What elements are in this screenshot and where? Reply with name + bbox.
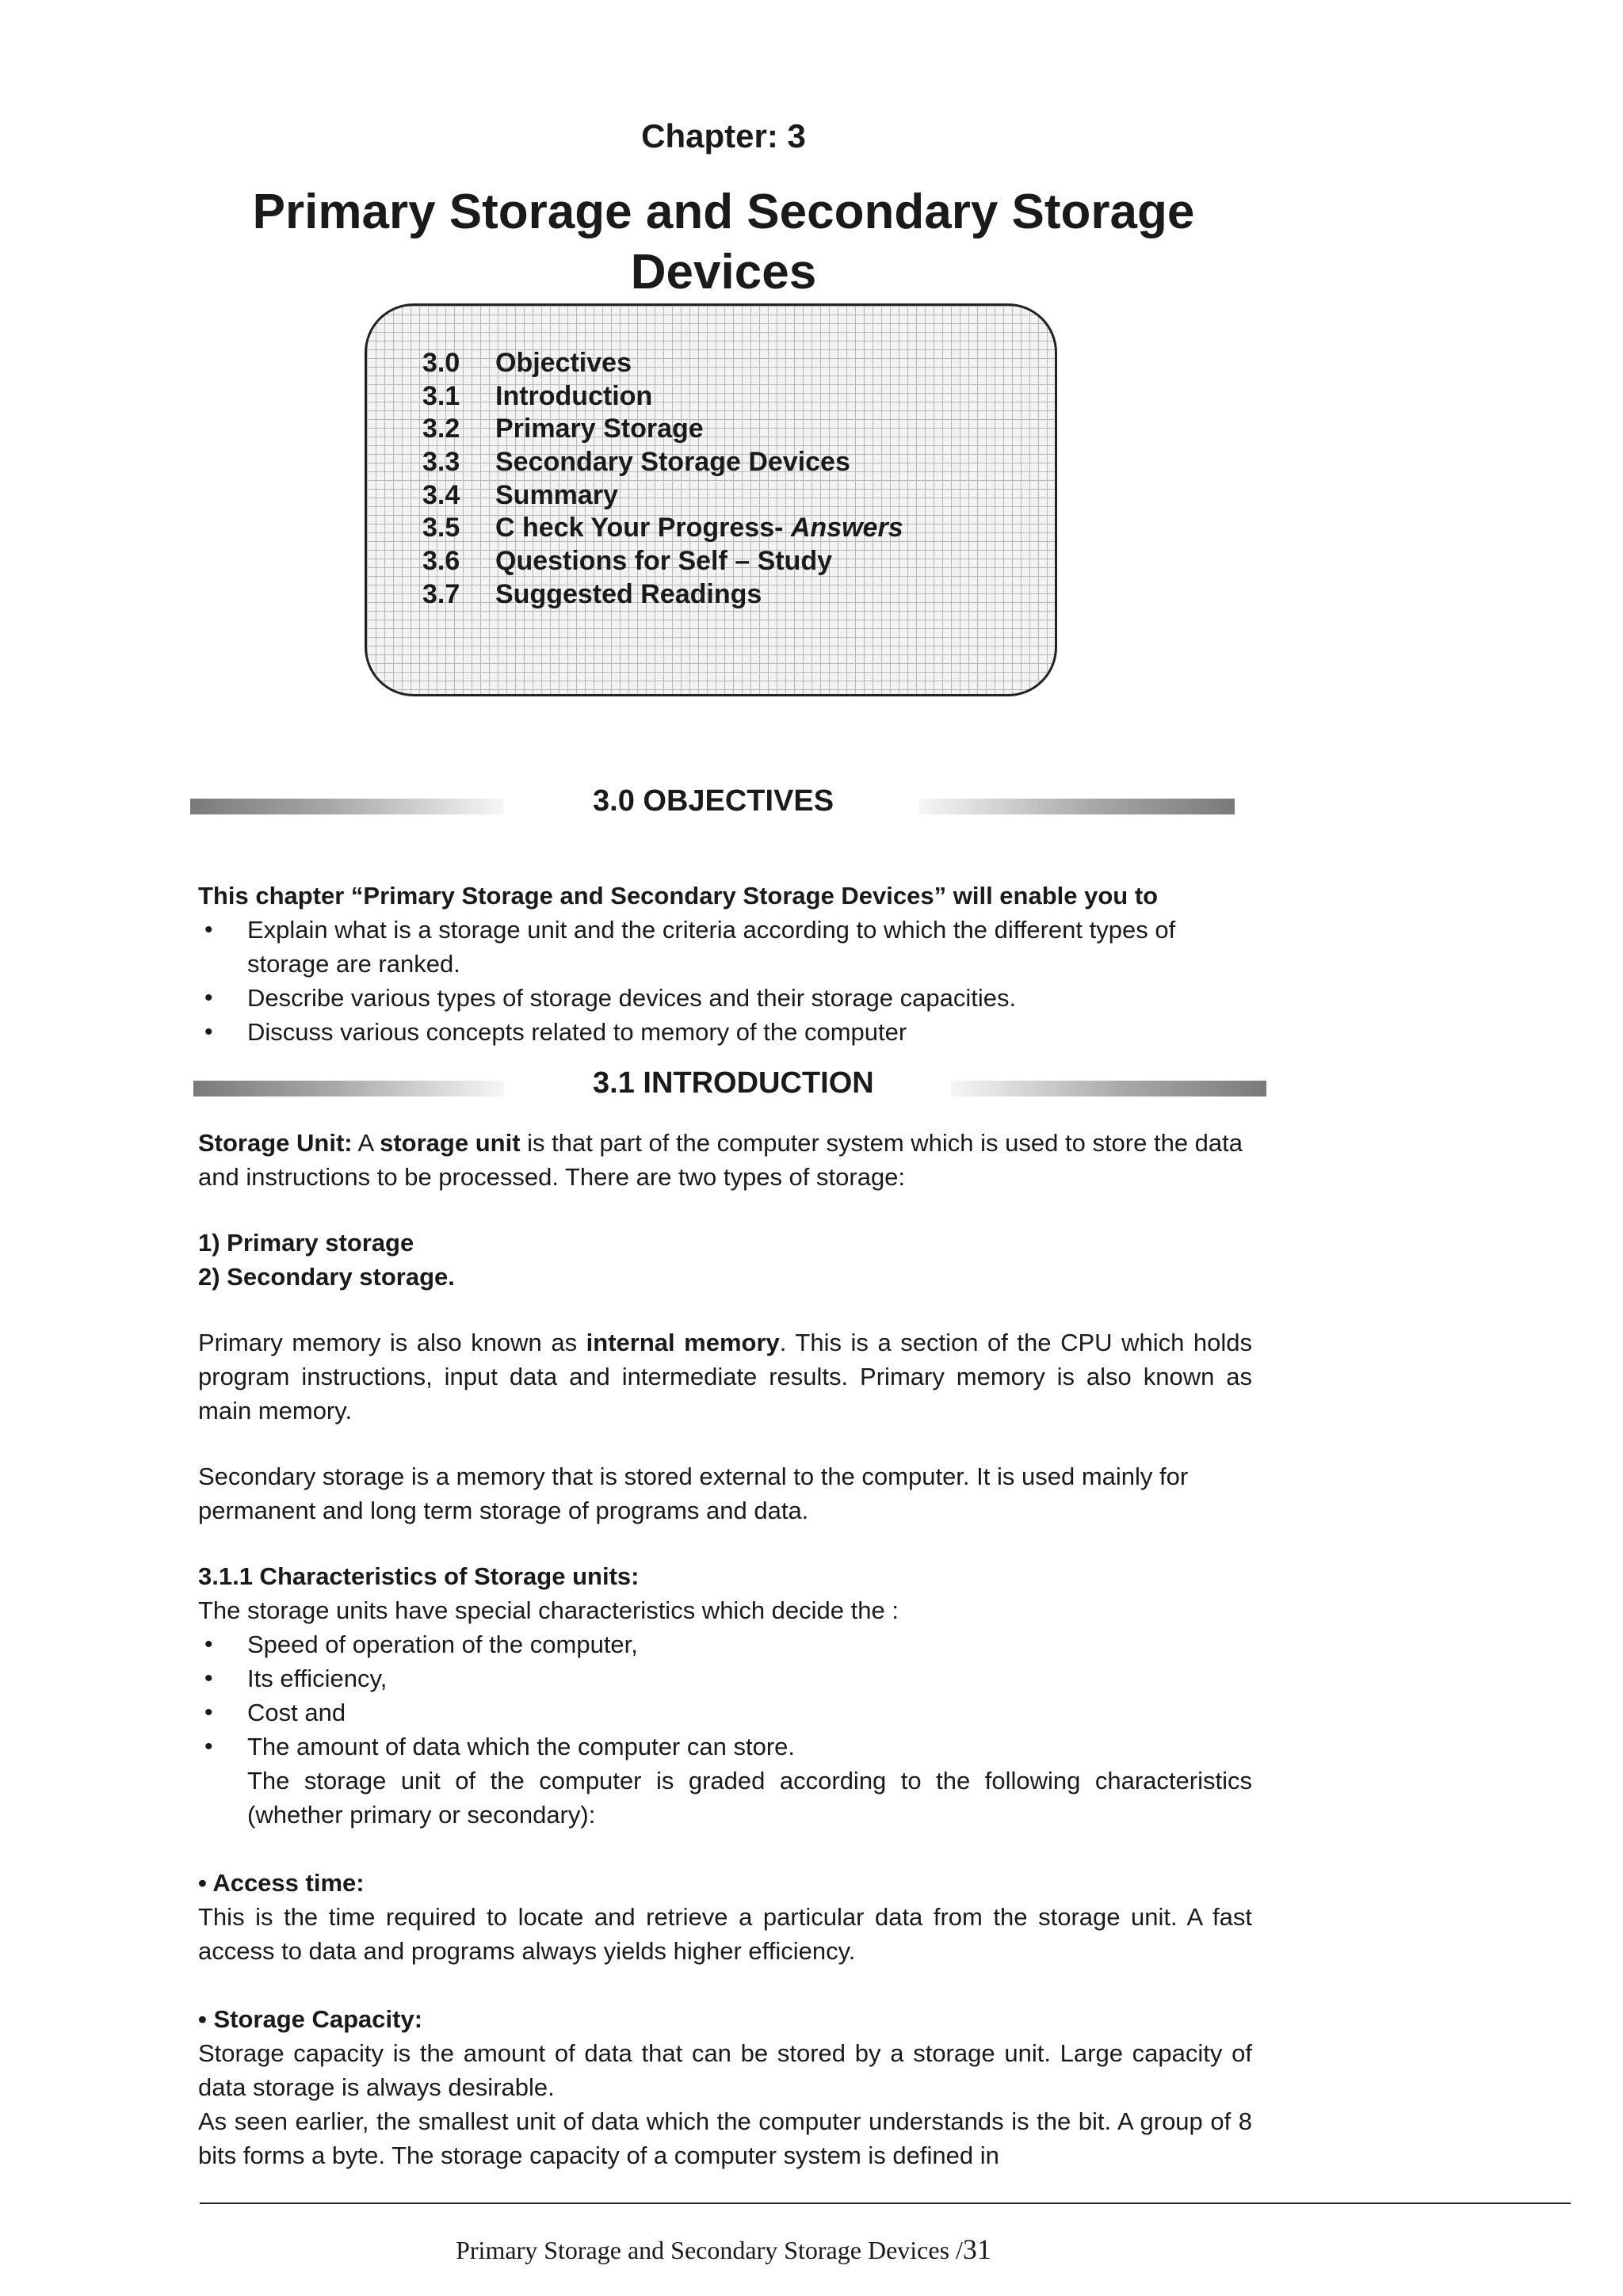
primary-memory-details: . This is a section of the CPU which holds program instructions, input data and intermediate results. Primary memory is also known as main memory. xyxy=(198,1329,1252,1425)
introduction-heading: 3.1 INTRODUCTION xyxy=(593,1066,874,1100)
graded-paragraph: The storage unit of the computer is graded according to the following characteristics (whether primary or secondary): xyxy=(247,1767,1252,1829)
primary-memory-intro: Primary memory is also known as xyxy=(198,1329,586,1356)
toc-item xyxy=(422,446,903,479)
objectives-list xyxy=(198,913,1185,1049)
toc-number: 3.2 xyxy=(422,414,460,444)
toc-item xyxy=(422,347,903,380)
list-item: • Speed of operation of the computer, xyxy=(198,1627,1252,1661)
chapter-title-line2: Devices xyxy=(630,245,817,299)
toc-title: Summary xyxy=(495,479,618,510)
toc-title: Suggested Readings xyxy=(495,578,762,609)
toc-item xyxy=(422,380,903,414)
toc-item xyxy=(422,479,903,513)
heading-rule-left xyxy=(190,799,503,814)
page-number: 31 xyxy=(962,2233,991,2265)
toc-title: C heck Your Progress- xyxy=(495,513,791,543)
toc-title: Questions for Self – Study xyxy=(495,546,833,577)
toc-item xyxy=(422,512,903,545)
chapter-title-line1: Primary Storage and Secondary Storage xyxy=(252,185,1195,239)
storage-type-1: 1) Primary storage xyxy=(198,1229,414,1257)
list-item: • Cost and xyxy=(198,1695,1252,1730)
toc-item xyxy=(422,413,903,446)
toc-title: Secondary Storage Devices xyxy=(495,447,850,478)
toc-title: Objectives xyxy=(495,348,632,378)
toc-number: 3.6 xyxy=(422,546,460,577)
storage-unit-label: Storage Unit: xyxy=(198,1129,353,1157)
list-item: • Its efficiency, xyxy=(198,1661,1252,1695)
toc-item xyxy=(422,545,903,578)
toc-number: 3.7 xyxy=(422,578,460,609)
toc-number: 3.0 xyxy=(422,348,460,378)
footer-rule xyxy=(200,2203,1571,2204)
list-item: • Describe various types of storage devices and their storage capacities. xyxy=(198,981,1185,1015)
toc-number: 3.5 xyxy=(422,513,460,543)
objectives-section xyxy=(198,879,1252,1049)
internal-memory-term: internal memory xyxy=(586,1329,780,1356)
list-item: • Explain what is a storage unit and the criteria according to which the different types of storage are ranked. xyxy=(198,913,1185,981)
characteristics-intro: The storage units have special characteristics which decide the : xyxy=(198,1596,899,1624)
secondary-storage-paragraph: Secondary storage is a memory that is stored external to the computer. It is used mainly for permanent and long term storage of programs and data. xyxy=(198,1463,1189,1524)
toc-number: 3.1 xyxy=(422,380,460,411)
storage-type-2: 2) Secondary storage. xyxy=(198,1263,455,1291)
storage-capacity-heading: • Storage Capacity: xyxy=(198,2005,423,2033)
storage-capacity-paragraph-2: As seen earlier, the smallest unit of data which the computer understands is the bit. A group of 8 bits forms a byte. The storage capacity of a computer system is defined in xyxy=(198,2107,1252,2169)
access-time-heading: • Access time: xyxy=(198,1869,365,1897)
toc-title: Primary Storage xyxy=(495,414,704,444)
heading-rule-right xyxy=(919,799,1235,814)
storage-capacity-paragraph: Storage capacity is the amount of data that can be stored by a storage unit. Large capacity of data storage is always desirable. xyxy=(198,2039,1252,2101)
toc-title-italic: Answers xyxy=(790,513,903,543)
objectives-intro: This chapter “Primary Storage and Secondary Storage Devices” will enable you to xyxy=(198,882,1159,910)
characteristics-list xyxy=(198,1627,1252,1764)
toc-list xyxy=(422,347,903,612)
list-item: • Discuss various concepts related to memory of the computer xyxy=(198,1015,1185,1049)
table-of-contents xyxy=(365,303,1057,696)
toc-number: 3.4 xyxy=(422,479,460,510)
storage-unit-article: A xyxy=(352,1129,380,1157)
primary-memory-paragraph xyxy=(198,1325,1252,1428)
toc-title: Introduction xyxy=(495,380,653,411)
storage-unit-definition: is that part of the computer system which is used to store the data and instructions to be processed. There are two types of storage: xyxy=(198,1129,1243,1191)
storage-unit-term: storage unit xyxy=(380,1129,521,1157)
introduction-section xyxy=(198,1126,1252,2172)
characteristics-heading: 3.1.1 Characteristics of Storage units: xyxy=(198,1562,640,1590)
access-time-paragraph: This is the time required to locate and retrieve a particular data from the storage unit. A fast access to data and programs always yields higher efficiency. xyxy=(198,1903,1252,1965)
chapter-label: Chapter: 3 xyxy=(641,117,806,154)
heading-rule-left xyxy=(193,1081,504,1097)
storage-unit-paragraph xyxy=(198,1126,1252,1194)
page-footer xyxy=(0,2233,1447,2266)
footer-title: Primary Storage and Secondary Storage Devices / xyxy=(456,2236,963,2264)
heading-rule-right xyxy=(951,1081,1266,1097)
toc-number: 3.3 xyxy=(422,447,460,478)
chapter-title xyxy=(158,182,1289,303)
toc-item xyxy=(422,578,903,612)
list-item: • The amount of data which the computer can store. xyxy=(198,1730,1252,1764)
objectives-heading: 3.0 OBJECTIVES xyxy=(593,784,834,818)
